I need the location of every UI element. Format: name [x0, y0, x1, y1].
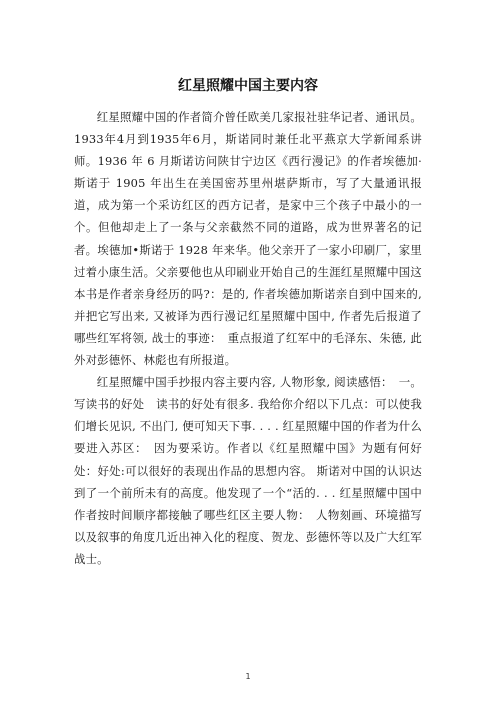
paragraph-2: 红星照耀中国手抄报内容主要内容, 人物形象, 阅读感悟： 一。写读书的好处 读书的好处有很多. 我给你介绍以下几点：可以使我们增长见识, 不出门, 便可知天下事. . . . 红星照耀中国的作者为什么要进入苏区： 因为要采访。作者以《红星照耀中国》为题有何好处：好处:可以很好的表现出作品的思想内容。 斯诺对中国的认识达到了一个前所未有的高度。他发现了一个“活的. . . 红星照耀中国中作者按时间顺序都接触了哪些红区主要人物： 人物刻画、环境描写以及叙事的角度几近出神入化的程度、贺龙、彭德怀等以及广大红军战士。 [74, 375, 422, 566]
page-number: 1 [245, 672, 251, 681]
paragraph-1: 红星照耀中国的作者简介曾任欧美几家报社驻华记者、通讯员。1933年4月到1935年6月，斯诺同时兼任北平燕京大学新闻系讲师。1936 年 6 月斯诺访问陕甘宁边区《西行漫记》的作者埃德加·斯诺于 1905 年出生在美国密苏里州堪萨斯市，写了大量通讯报道，成为第一个采访红区的西方记者，是家中三个孩子中最小的一个。但他却走上了一条与父亲截然不同的道路，成为世界著名的记者。埃德加•斯诺于 1928 年来华。他父亲开了一家小印刷厂，家里过着小康生活。父亲要他也从印刷业开始自己的生涯红星照耀中国这本书是作者亲身经历的吗?：是的, 作者埃德加斯诺亲自到中国来的, 并把它写出来, 又被译为西行漫记红星照耀中国中, 作者先后报道了哪些红军将领, 战士的事迹： 重点报道了红军中的毛泽东、朱德, 此外对彭德怀、林彪也有所报道。 [74, 110, 422, 368]
document-title: 红星照耀中国主要内容 [178, 78, 318, 94]
document-body [74, 106, 422, 570]
